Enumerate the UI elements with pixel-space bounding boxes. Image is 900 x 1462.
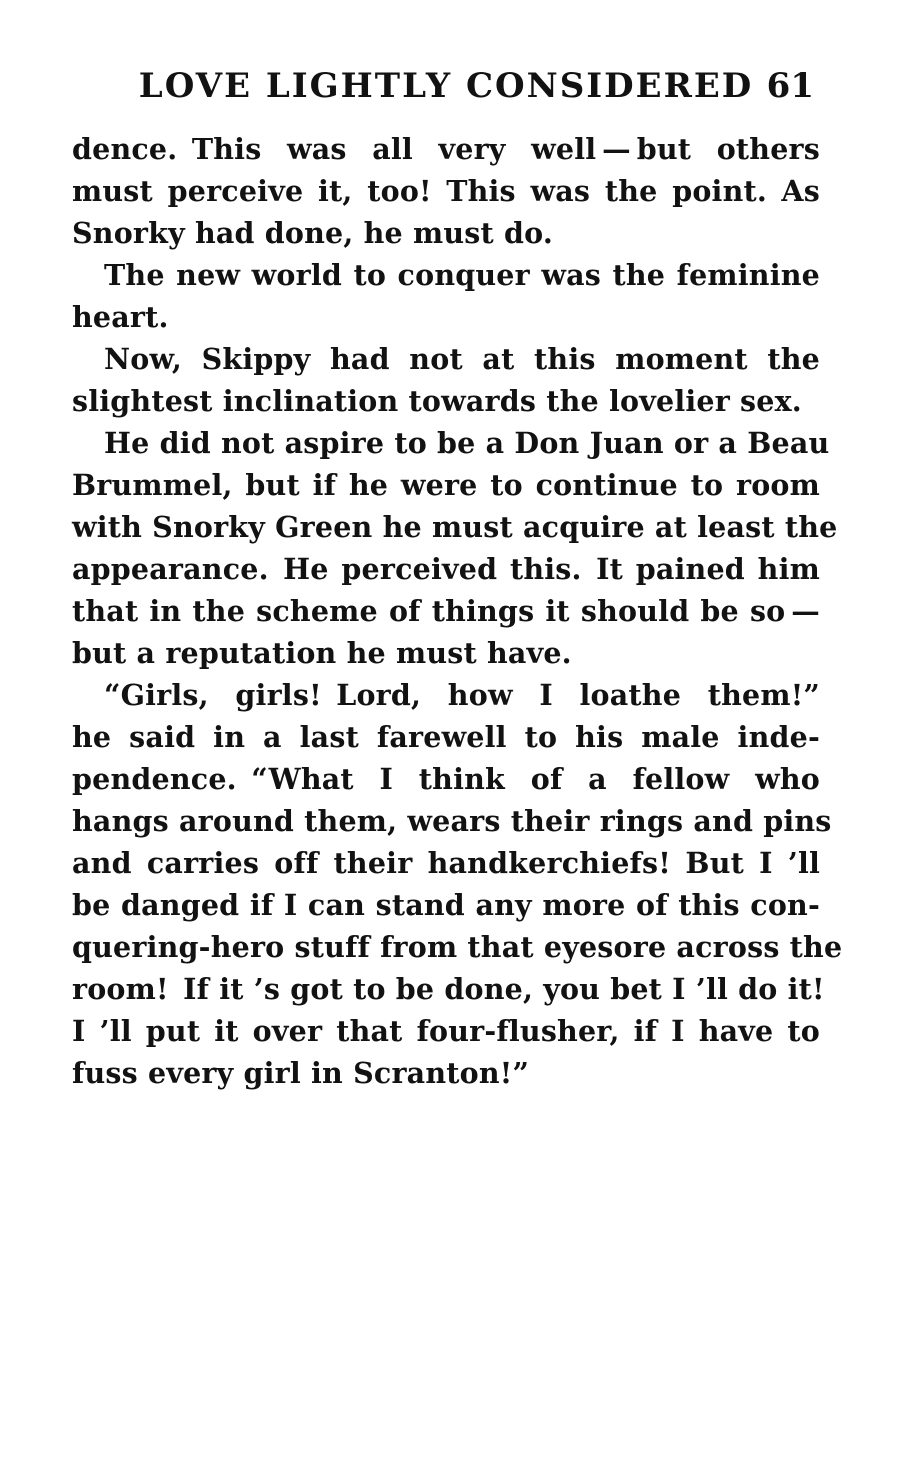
text-line: Brummel, but if he were to continue to room: [72, 468, 820, 502]
text-line: must perceive it, too! This was the point. As: [72, 174, 820, 208]
text-line: pendence. “What I think of a fellow who: [72, 762, 820, 796]
text-line: hangs around them, wears their rings and pins: [72, 804, 832, 838]
text-line: dence. This was all very well — but others: [72, 132, 820, 166]
text-line: room! If it ’s got to be done, you bet I ’ll do it!: [72, 972, 825, 1006]
text-line: fuss every girl in Scranton!”: [72, 1056, 530, 1090]
text-line: He did not aspire to be a Don Juan or a Beau: [104, 426, 830, 460]
running-header: [72, 66, 820, 112]
text-line: heart.: [72, 300, 169, 334]
text-line: that in the scheme of things it should be so —: [72, 594, 820, 628]
text-line: he said in a last farewell to his male inde-: [72, 720, 820, 754]
text-line: quering-hero stuff from that eyesore across the: [72, 930, 843, 964]
text-line: The new world to conquer was the feminine: [104, 258, 820, 292]
text-line: Now, Skippy had not at this moment the: [104, 342, 820, 376]
text-block: [72, 128, 843, 1094]
text-line: but a reputation he must have.: [72, 636, 572, 670]
chapter-title: LOVE LIGHTLY CONSIDERED: [138, 66, 754, 106]
text-line: be danged if I can stand any more of this con-: [72, 888, 820, 922]
text-line: I ’ll put it over that four-flusher, if I have to: [72, 1014, 820, 1048]
page-number: 61: [766, 66, 814, 106]
text-line: appearance. He perceived this. It pained him: [72, 552, 820, 586]
text-line: Snorky had done, he must do.: [72, 216, 553, 250]
text-line: with Snorky Green he must acquire at least the: [72, 510, 838, 544]
text-line: slightest inclination towards the lovelier sex.: [72, 384, 802, 418]
text-line: and carries off their handkerchiefs! But I ’ll: [72, 846, 820, 880]
text-line: “Girls, girls! Lord, how I loathe them!”: [104, 678, 820, 712]
